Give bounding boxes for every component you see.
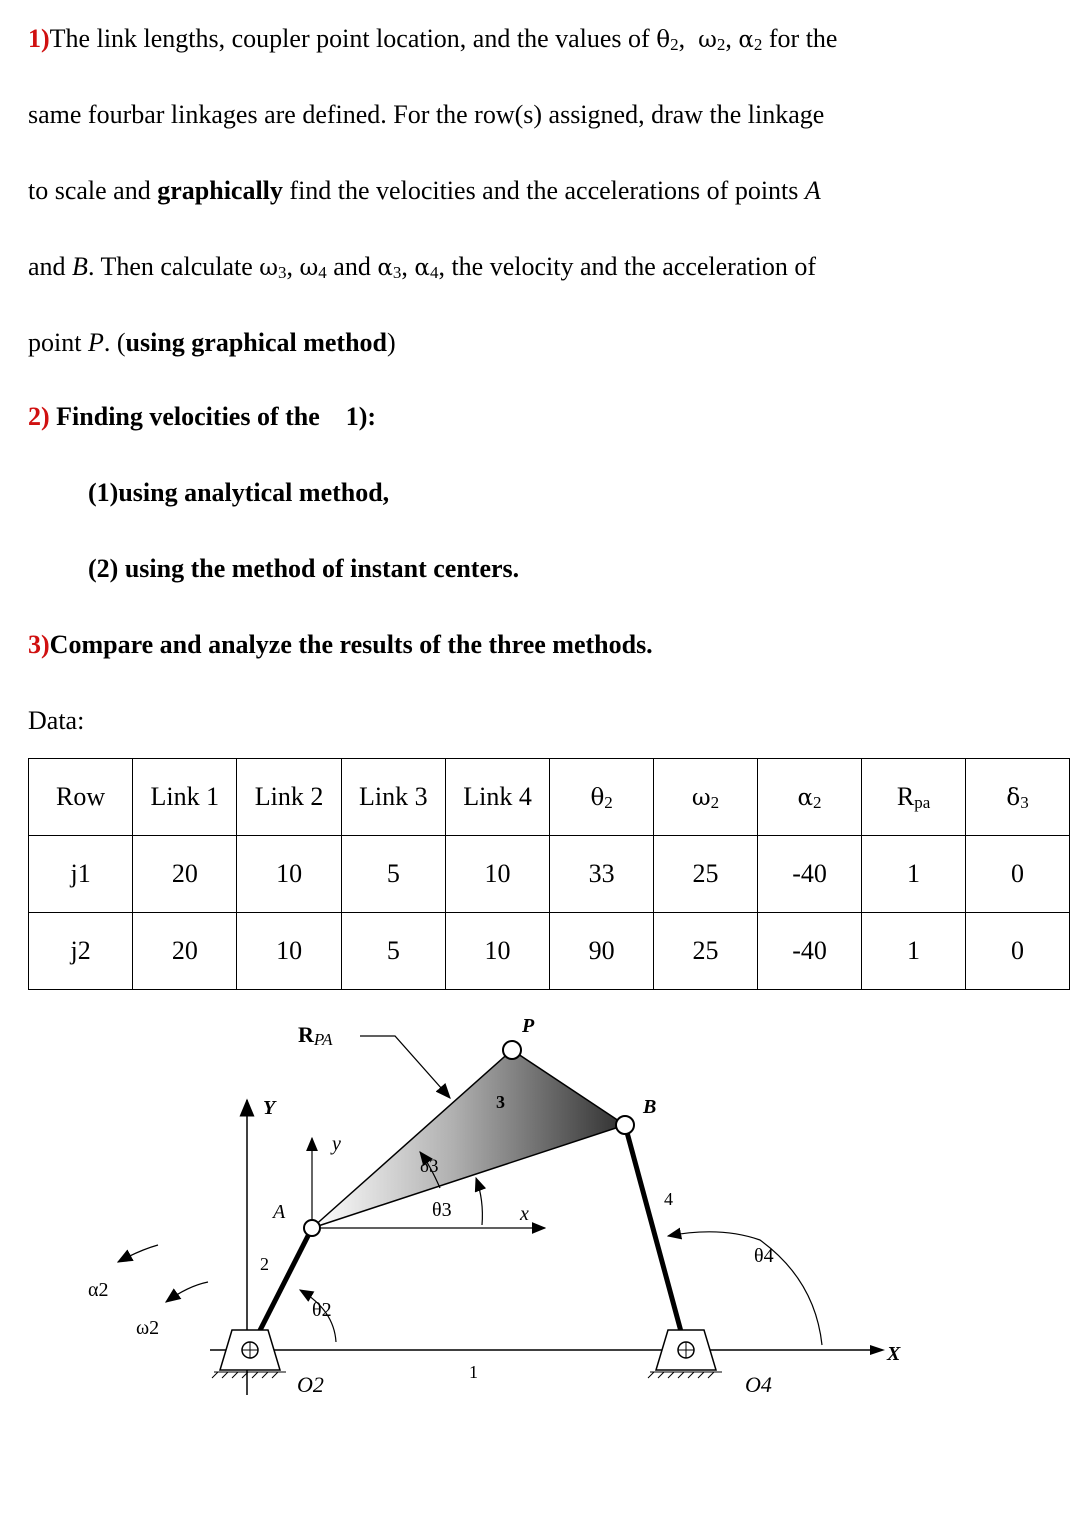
question-2-item-2: (2) using the method of instant centers. bbox=[88, 554, 520, 583]
label-alpha2: α2 bbox=[88, 1279, 109, 1301]
table-cell: 20 bbox=[133, 913, 237, 990]
table-cell: 0 bbox=[966, 913, 1070, 990]
table-cell: j2 bbox=[29, 913, 133, 990]
alpha2-arrow bbox=[118, 1245, 158, 1262]
table-cell: 25 bbox=[654, 836, 758, 913]
table-cell: -40 bbox=[758, 836, 862, 913]
label-link-2: 2 bbox=[260, 1254, 269, 1274]
header-theta2: θ2 bbox=[550, 759, 654, 836]
label-o2: O2 bbox=[297, 1372, 324, 1397]
x-axis-arrow bbox=[870, 1345, 885, 1355]
table-cell: 25 bbox=[654, 913, 758, 990]
table-cell: 0 bbox=[966, 836, 1070, 913]
header-rpa: Rpa bbox=[862, 759, 966, 836]
question-2-heading: 2) Finding velocities of the 1): bbox=[28, 402, 377, 431]
header-link-4: Link 4 bbox=[445, 759, 549, 836]
table-cell: j1 bbox=[29, 836, 133, 913]
table-row bbox=[29, 913, 1070, 990]
header-link-1: Link 1 bbox=[133, 759, 237, 836]
label-p: P bbox=[522, 1015, 535, 1037]
question-3-heading: 3)Compare and analyze the results of the three methods. bbox=[28, 630, 653, 659]
table-row bbox=[29, 836, 1070, 913]
header-delta3: δ3 bbox=[966, 759, 1070, 836]
q1-line-3: to scale and graphically find the velocities and the accelerations of points A bbox=[28, 176, 821, 205]
label-b: B bbox=[643, 1096, 657, 1118]
label-theta4: θ4 bbox=[754, 1245, 774, 1267]
label-local-y: y bbox=[332, 1133, 341, 1155]
label-a: A bbox=[273, 1201, 286, 1223]
table-cell: 1 bbox=[862, 913, 966, 990]
header-link-3: Link 3 bbox=[341, 759, 445, 836]
coupler-link-3 bbox=[312, 1050, 625, 1228]
header-alpha2: α2 bbox=[758, 759, 862, 836]
header-row: Row bbox=[29, 759, 133, 836]
data-table bbox=[28, 758, 1070, 990]
table-cell: 10 bbox=[445, 913, 549, 990]
pin-a bbox=[304, 1220, 320, 1236]
label-delta3: δ3 bbox=[420, 1156, 439, 1177]
rocker-link-4 bbox=[625, 1125, 686, 1350]
label-o4: O4 bbox=[745, 1372, 772, 1397]
label-omega2: ω2 bbox=[136, 1317, 160, 1339]
table-cell: -40 bbox=[758, 913, 862, 990]
q1-line-1: 1)The link lengths, coupler point location, and the values of θ2, ω2, α2 for the bbox=[28, 24, 838, 54]
ground-pivot-o2 bbox=[212, 1330, 286, 1378]
theta3-arc bbox=[476, 1178, 482, 1225]
table-cell: 33 bbox=[550, 836, 654, 913]
label-link-3: 3 bbox=[496, 1092, 505, 1112]
omega2-arrow bbox=[166, 1282, 208, 1302]
q1-line-2: same fourbar linkages are defined. For the row(s) assigned, draw the linkage bbox=[28, 100, 825, 129]
q1-line-5: point P. (using graphical method) bbox=[28, 328, 396, 357]
data-label: Data: bbox=[28, 706, 85, 735]
table-header-row bbox=[29, 759, 1070, 836]
label-theta3: θ3 bbox=[432, 1199, 452, 1221]
table-cell: 20 bbox=[133, 836, 237, 913]
label-y-axis: Y bbox=[263, 1097, 276, 1119]
point-p bbox=[503, 1041, 521, 1059]
ground-pivot-o4 bbox=[648, 1330, 722, 1378]
rpa-pointer bbox=[360, 1036, 450, 1098]
header-link-2: Link 2 bbox=[237, 759, 341, 836]
fourbar-linkage-diagram bbox=[0, 1000, 1080, 1420]
header-omega2: ω2 bbox=[654, 759, 758, 836]
label-local-x: x bbox=[520, 1203, 529, 1225]
label-link-4: 4 bbox=[664, 1189, 673, 1209]
table-cell: 90 bbox=[550, 913, 654, 990]
label-link-1: 1 bbox=[469, 1362, 478, 1382]
table-cell: 5 bbox=[341, 836, 445, 913]
question-2-item-1: (1)using analytical method, bbox=[88, 478, 390, 507]
table-cell: 5 bbox=[341, 913, 445, 990]
label-x-axis: X bbox=[887, 1343, 901, 1365]
table-cell: 10 bbox=[237, 836, 341, 913]
table-cell: 1 bbox=[862, 836, 966, 913]
pin-b bbox=[616, 1116, 634, 1134]
label-rpa: RPA bbox=[298, 1022, 333, 1049]
table-cell: 10 bbox=[237, 913, 341, 990]
label-theta2: θ2 bbox=[312, 1299, 332, 1321]
table-cell: 10 bbox=[445, 836, 549, 913]
q1-line-4: and B. Then calculate ω3, ω4 and α3, α4, the velocity and the acceleration of bbox=[28, 252, 816, 282]
theta4-arc bbox=[668, 1232, 822, 1345]
